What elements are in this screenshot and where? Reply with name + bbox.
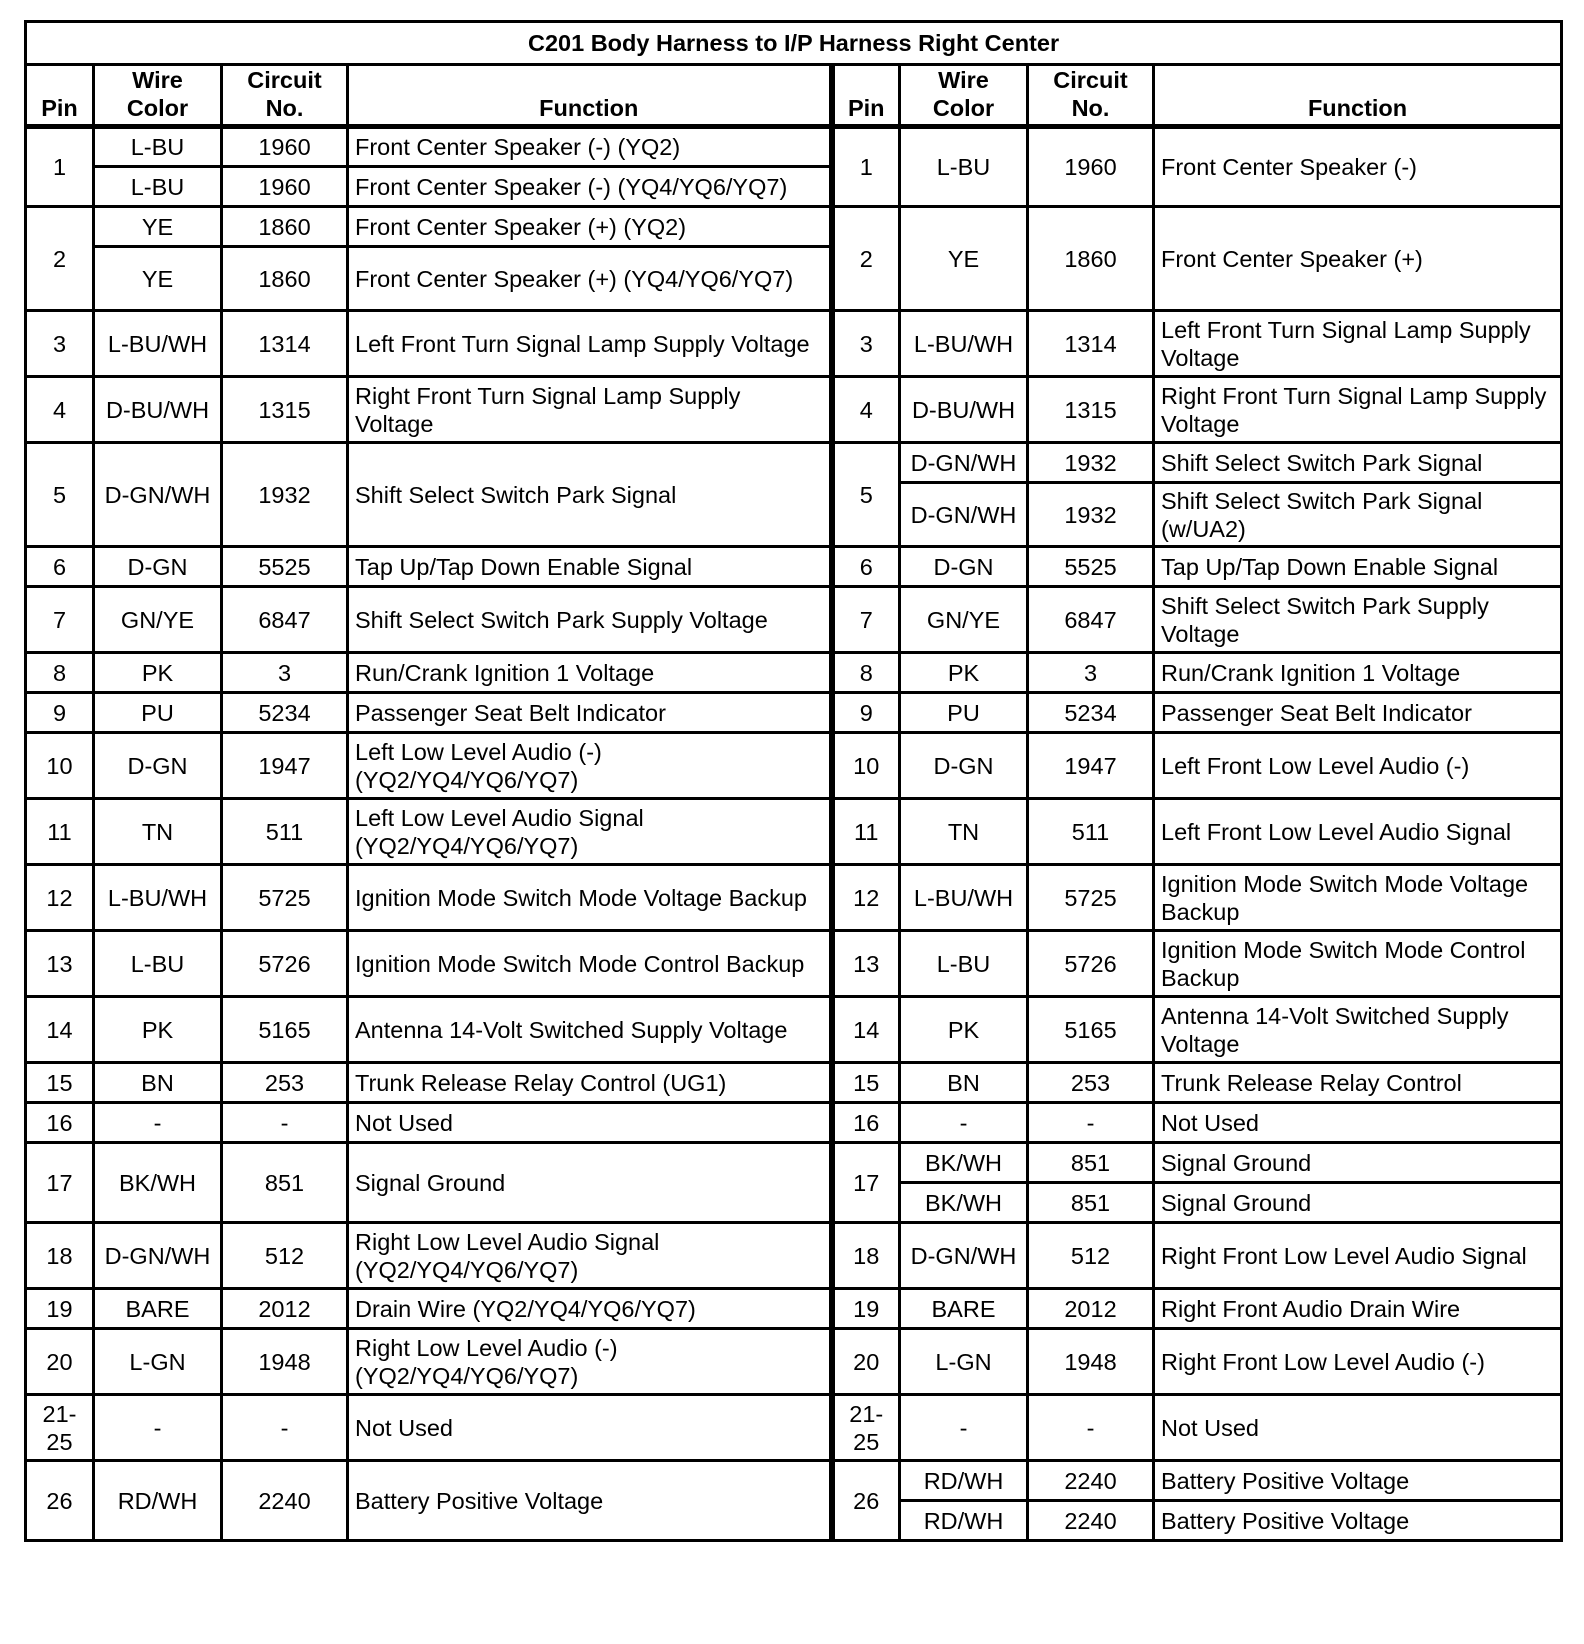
wire-color-cell: PU <box>900 693 1028 733</box>
pin-cell: 15 <box>832 1063 900 1103</box>
pin-cell: 18 <box>26 1223 94 1289</box>
wire-color-cell: L-BU <box>94 167 222 207</box>
wire-color-cell: D-BU/WH <box>900 377 1028 443</box>
pin-cell: 8 <box>26 653 94 693</box>
wire-color-cell: D-GN/WH <box>94 1223 222 1289</box>
function-cell: Left Front Turn Signal Lamp Supply Voltage <box>348 311 832 377</box>
wire-color-cell: - <box>94 1395 222 1461</box>
function-cell: Left Low Level Audio Signal (YQ2/YQ4/YQ6/YQ7) <box>348 799 832 865</box>
function-cell: Left Front Low Level Audio (-) <box>1154 733 1562 799</box>
circuit-cell: 253 <box>222 1063 348 1103</box>
table-row <box>26 733 1562 799</box>
circuit-cell: 1960 <box>222 167 348 207</box>
pin-cell: 16 <box>832 1103 900 1143</box>
function-cell: Antenna 14-Volt Switched Supply Voltage <box>1154 997 1562 1063</box>
table-row <box>26 997 1562 1063</box>
wire-color-cell: - <box>94 1103 222 1143</box>
circuit-cell: 2012 <box>1028 1289 1154 1329</box>
circuit-cell: 1315 <box>1028 377 1154 443</box>
table-row <box>26 207 1562 247</box>
pin-cell: 10 <box>26 733 94 799</box>
circuit-cell: 5234 <box>1028 693 1154 733</box>
wire-color-cell: RD/WH <box>94 1461 222 1541</box>
circuit-cell: - <box>1028 1103 1154 1143</box>
wire-color-cell: L-BU/WH <box>94 311 222 377</box>
function-cell: Run/Crank Ignition 1 Voltage <box>348 653 832 693</box>
circuit-cell: 1860 <box>222 247 348 311</box>
circuit-cell: 3 <box>1028 653 1154 693</box>
function-cell: Right Front Turn Signal Lamp Supply Voltage <box>1154 377 1562 443</box>
pin-cell: 7 <box>26 587 94 653</box>
circuit-cell: 1947 <box>222 733 348 799</box>
function-cell: Ignition Mode Switch Mode Control Backup <box>1154 931 1562 997</box>
function-cell: Trunk Release Relay Control <box>1154 1063 1562 1103</box>
function-cell: Ignition Mode Switch Mode Voltage Backup <box>1154 865 1562 931</box>
pin-cell: 13 <box>832 931 900 997</box>
function-cell: Not Used <box>1154 1103 1562 1143</box>
pin-cell: 8 <box>832 653 900 693</box>
circuit-cell: 6847 <box>222 587 348 653</box>
circuit-cell: - <box>1028 1395 1154 1461</box>
function-cell: Right Low Level Audio Signal (YQ2/YQ4/YQ6/YQ7) <box>348 1223 832 1289</box>
pin-cell: 10 <box>832 733 900 799</box>
pin-cell: 6 <box>26 547 94 587</box>
wire-color-cell: BARE <box>94 1289 222 1329</box>
pin-cell: 17 <box>26 1143 94 1223</box>
wire-color-cell: BN <box>900 1063 1028 1103</box>
table-row <box>26 1143 1562 1183</box>
wire-color-cell: BK/WH <box>900 1143 1028 1183</box>
table-row <box>26 1103 1562 1143</box>
wire-color-cell: PK <box>94 653 222 693</box>
pin-cell: 12 <box>26 865 94 931</box>
circuit-cell: 851 <box>1028 1183 1154 1223</box>
pin-cell: 19 <box>26 1289 94 1329</box>
wire-color-cell: D-BU/WH <box>94 377 222 443</box>
function-cell: Left Front Low Level Audio Signal <box>1154 799 1562 865</box>
pin-cell: 11 <box>26 799 94 865</box>
wire-color-cell: D-GN/WH <box>94 443 222 547</box>
pin-cell: 13 <box>26 931 94 997</box>
pin-cell: 15 <box>26 1063 94 1103</box>
circuit-cell: 1314 <box>1028 311 1154 377</box>
circuit-cell: 1948 <box>1028 1329 1154 1395</box>
function-cell: Right Front Audio Drain Wire <box>1154 1289 1562 1329</box>
function-cell: Ignition Mode Switch Mode Control Backup <box>348 931 832 997</box>
pin-cell: 12 <box>832 865 900 931</box>
pin-cell: 4 <box>26 377 94 443</box>
circuit-cell: 3 <box>222 653 348 693</box>
circuit-cell: 1960 <box>222 127 348 167</box>
circuit-cell: 511 <box>1028 799 1154 865</box>
pin-cell: 14 <box>26 997 94 1063</box>
wire-color-cell: PU <box>94 693 222 733</box>
circuit-cell: 1948 <box>222 1329 348 1395</box>
function-cell: Shift Select Switch Park Supply Voltage <box>348 587 832 653</box>
wire-color-cell: YE <box>900 207 1028 311</box>
wire-color-cell: PK <box>900 653 1028 693</box>
wire-color-cell: BK/WH <box>94 1143 222 1223</box>
pin-cell: 3 <box>832 311 900 377</box>
pin-cell: 20 <box>26 1329 94 1395</box>
function-cell: Not Used <box>348 1395 832 1461</box>
wire-color-cell: PK <box>900 997 1028 1063</box>
pin-cell: 21-25 <box>26 1395 94 1461</box>
function-cell: Not Used <box>348 1103 832 1143</box>
table-row <box>26 653 1562 693</box>
circuit-cell: 512 <box>222 1223 348 1289</box>
function-cell: Battery Positive Voltage <box>1154 1461 1562 1501</box>
pin-cell: 26 <box>26 1461 94 1541</box>
circuit-cell: 1314 <box>222 311 348 377</box>
function-cell: Passenger Seat Belt Indicator <box>1154 693 1562 733</box>
table-row <box>26 1329 1562 1395</box>
pin-cell: 5 <box>26 443 94 547</box>
function-cell: Right Front Low Level Audio (-) <box>1154 1329 1562 1395</box>
table-row <box>26 587 1562 653</box>
wire-color-cell: RD/WH <box>900 1501 1028 1541</box>
pin-cell: 20 <box>832 1329 900 1395</box>
wire-color-cell: L-BU <box>94 127 222 167</box>
pin-cell: 18 <box>832 1223 900 1289</box>
function-cell: Not Used <box>1154 1395 1562 1461</box>
function-cell: Front Center Speaker (+) <box>1154 207 1562 311</box>
function-cell: Signal Ground <box>1154 1183 1562 1223</box>
wire-color-cell: GN/YE <box>94 587 222 653</box>
table-row <box>26 127 1562 167</box>
wire-color-cell: YE <box>94 247 222 311</box>
header-wire-color: Wire Color <box>900 65 1028 127</box>
function-cell: Right Front Turn Signal Lamp Supply Voltage <box>348 377 832 443</box>
pin-cell: 1 <box>832 127 900 207</box>
wire-color-cell: YE <box>94 207 222 247</box>
pin-cell: 7 <box>832 587 900 653</box>
header-wire-color: Wire Color <box>94 65 222 127</box>
circuit-cell: 5234 <box>222 693 348 733</box>
header-pin: Pin <box>832 65 900 127</box>
header-circuit-no: Circuit No. <box>222 65 348 127</box>
function-cell: Signal Ground <box>1154 1143 1562 1183</box>
wire-color-cell: L-BU/WH <box>900 865 1028 931</box>
pin-cell: 3 <box>26 311 94 377</box>
pin-cell: 1 <box>26 127 94 207</box>
circuit-cell: 5725 <box>222 865 348 931</box>
circuit-cell: 512 <box>1028 1223 1154 1289</box>
pin-cell: 9 <box>832 693 900 733</box>
header-function: Function <box>1154 65 1562 127</box>
wire-color-cell: TN <box>900 799 1028 865</box>
pin-cell: 4 <box>832 377 900 443</box>
pin-cell: 14 <box>832 997 900 1063</box>
function-cell: Signal Ground <box>348 1143 832 1223</box>
wire-color-cell: D-GN <box>900 733 1028 799</box>
table-row <box>26 1461 1562 1501</box>
wire-color-cell: L-GN <box>94 1329 222 1395</box>
function-cell: Tap Up/Tap Down Enable Signal <box>348 547 832 587</box>
table-row <box>26 547 1562 587</box>
pin-cell: 2 <box>26 207 94 311</box>
circuit-cell: - <box>222 1103 348 1143</box>
function-cell: Right Low Level Audio (-) (YQ2/YQ4/YQ6/YQ7) <box>348 1329 832 1395</box>
function-cell: Front Center Speaker (+) (YQ2) <box>348 207 832 247</box>
wire-color-cell: BK/WH <box>900 1183 1028 1223</box>
pin-cell: 17 <box>832 1143 900 1223</box>
function-cell: Antenna 14-Volt Switched Supply Voltage <box>348 997 832 1063</box>
wire-color-cell: L-BU <box>900 931 1028 997</box>
function-cell: Ignition Mode Switch Mode Voltage Backup <box>348 865 832 931</box>
wire-color-cell: L-BU <box>94 931 222 997</box>
wire-color-cell: L-BU/WH <box>900 311 1028 377</box>
circuit-cell: 253 <box>1028 1063 1154 1103</box>
pin-cell: 2 <box>832 207 900 311</box>
circuit-cell: 1932 <box>1028 483 1154 547</box>
wire-color-cell: - <box>900 1395 1028 1461</box>
circuit-cell: 2240 <box>222 1461 348 1541</box>
function-cell: Front Center Speaker (+) (YQ4/YQ6/YQ7) <box>348 247 832 311</box>
pin-cell: 21-25 <box>832 1395 900 1461</box>
wire-color-cell: PK <box>94 997 222 1063</box>
table-row <box>26 865 1562 931</box>
circuit-cell: 1932 <box>222 443 348 547</box>
circuit-cell: 1960 <box>1028 127 1154 207</box>
header-function: Function <box>348 65 832 127</box>
function-cell: Shift Select Switch Park Signal (w/UA2) <box>1154 483 1562 547</box>
pin-cell: 19 <box>832 1289 900 1329</box>
circuit-cell: 851 <box>1028 1143 1154 1183</box>
function-cell: Battery Positive Voltage <box>1154 1501 1562 1541</box>
header-pin: Pin <box>26 65 94 127</box>
circuit-cell: 1932 <box>1028 443 1154 483</box>
table-row <box>26 1223 1562 1289</box>
function-cell: Front Center Speaker (-) (YQ2) <box>348 127 832 167</box>
function-cell: Right Front Low Level Audio Signal <box>1154 1223 1562 1289</box>
circuit-cell: 6847 <box>1028 587 1154 653</box>
wire-color-cell: L-GN <box>900 1329 1028 1395</box>
function-cell: Trunk Release Relay Control (UG1) <box>348 1063 832 1103</box>
table-row <box>26 693 1562 733</box>
table-row <box>26 1289 1562 1329</box>
table-row <box>26 799 1562 865</box>
circuit-cell: 1860 <box>1028 207 1154 311</box>
wire-color-cell: GN/YE <box>900 587 1028 653</box>
circuit-cell: 1315 <box>222 377 348 443</box>
circuit-cell: 5165 <box>1028 997 1154 1063</box>
pin-cell: 9 <box>26 693 94 733</box>
wire-color-cell: D-GN <box>94 547 222 587</box>
circuit-cell: 511 <box>222 799 348 865</box>
wire-color-cell: L-BU/WH <box>94 865 222 931</box>
circuit-cell: 5726 <box>1028 931 1154 997</box>
circuit-cell: 2012 <box>222 1289 348 1329</box>
table-row <box>26 1063 1562 1103</box>
wire-color-cell: D-GN/WH <box>900 1223 1028 1289</box>
circuit-cell: 5165 <box>222 997 348 1063</box>
function-cell: Drain Wire (YQ2/YQ4/YQ6/YQ7) <box>348 1289 832 1329</box>
circuit-cell: 1947 <box>1028 733 1154 799</box>
wire-color-cell: D-GN <box>900 547 1028 587</box>
wire-color-cell: D-GN/WH <box>900 443 1028 483</box>
circuit-cell: 5525 <box>1028 547 1154 587</box>
circuit-cell: 851 <box>222 1143 348 1223</box>
connector-pinout-table <box>24 20 1563 1542</box>
table-title: C201 Body Harness to I/P Harness Right Center <box>26 22 1562 65</box>
pin-cell: 16 <box>26 1103 94 1143</box>
pin-cell: 26 <box>832 1461 900 1541</box>
function-cell: Shift Select Switch Park Signal <box>348 443 832 547</box>
wire-color-cell: D-GN/WH <box>900 483 1028 547</box>
table-row <box>26 377 1562 443</box>
pin-cell: 11 <box>832 799 900 865</box>
wire-color-cell: D-GN <box>94 733 222 799</box>
table-row <box>26 311 1562 377</box>
pin-cell: 5 <box>832 443 900 547</box>
circuit-cell: 5725 <box>1028 865 1154 931</box>
circuit-cell: 2240 <box>1028 1501 1154 1541</box>
wire-color-cell: - <box>900 1103 1028 1143</box>
table-row <box>26 931 1562 997</box>
pin-cell: 6 <box>832 547 900 587</box>
function-cell: Left Front Turn Signal Lamp Supply Voltage <box>1154 311 1562 377</box>
function-cell: Left Low Level Audio (-) (YQ2/YQ4/YQ6/YQ7) <box>348 733 832 799</box>
wire-color-cell: BARE <box>900 1289 1028 1329</box>
circuit-cell: 1860 <box>222 207 348 247</box>
function-cell: Battery Positive Voltage <box>348 1461 832 1541</box>
function-cell: Shift Select Switch Park Supply Voltage <box>1154 587 1562 653</box>
circuit-cell: - <box>222 1395 348 1461</box>
table-body <box>26 127 1562 1541</box>
wire-color-cell: RD/WH <box>900 1461 1028 1501</box>
wire-color-cell: BN <box>94 1063 222 1103</box>
wire-color-cell: TN <box>94 799 222 865</box>
table-row <box>26 1395 1562 1461</box>
function-cell: Shift Select Switch Park Signal <box>1154 443 1562 483</box>
circuit-cell: 5726 <box>222 931 348 997</box>
wire-color-cell: L-BU <box>900 127 1028 207</box>
circuit-cell: 2240 <box>1028 1461 1154 1501</box>
header-circuit-no: Circuit No. <box>1028 65 1154 127</box>
function-cell: Front Center Speaker (-) <box>1154 127 1562 207</box>
circuit-cell: 5525 <box>222 547 348 587</box>
function-cell: Tap Up/Tap Down Enable Signal <box>1154 547 1562 587</box>
function-cell: Front Center Speaker (-) (YQ4/YQ6/YQ7) <box>348 167 832 207</box>
function-cell: Passenger Seat Belt Indicator <box>348 693 832 733</box>
function-cell: Run/Crank Ignition 1 Voltage <box>1154 653 1562 693</box>
table-row <box>26 443 1562 483</box>
